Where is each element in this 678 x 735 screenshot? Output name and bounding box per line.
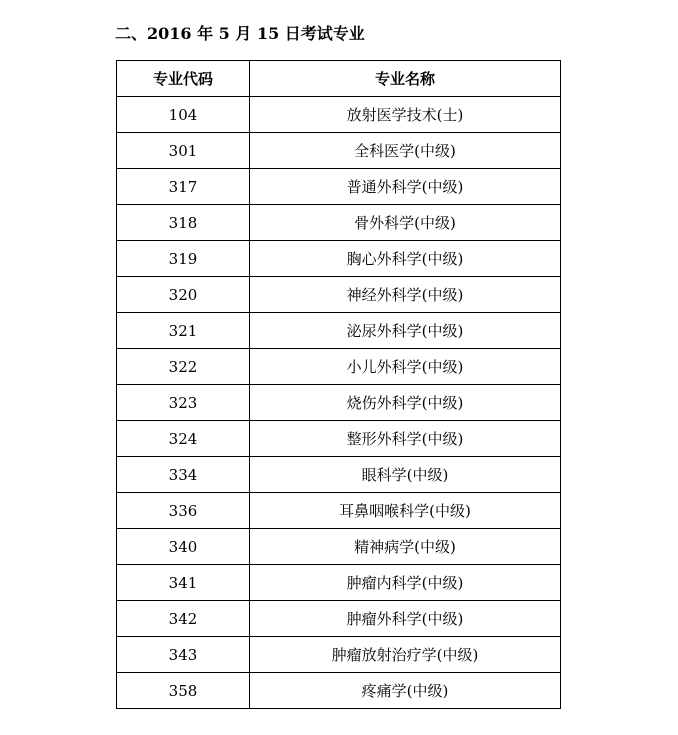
table-row <box>117 385 561 421</box>
major-name: 精神病学(中级) <box>250 529 561 565</box>
major-code: 301 <box>117 133 250 169</box>
major-code: 340 <box>117 529 250 565</box>
major-name: 整形外科学(中级) <box>250 421 561 457</box>
table-row <box>117 277 561 313</box>
major-code: 336 <box>117 493 250 529</box>
table-row <box>117 169 561 205</box>
exam-majors-table <box>116 60 561 709</box>
major-name: 烧伤外科学(中级) <box>250 385 561 421</box>
table-row <box>117 529 561 565</box>
major-code: 104 <box>117 97 250 133</box>
table-header-row <box>117 61 561 97</box>
major-code: 323 <box>117 385 250 421</box>
major-code: 341 <box>117 565 250 601</box>
major-name: 耳鼻咽喉科学(中级) <box>250 493 561 529</box>
major-code: 321 <box>117 313 250 349</box>
table-row <box>117 97 561 133</box>
column-header-name: 专业名称 <box>250 61 561 97</box>
section-heading: 二、2016 年 5 月 15 日考试专业 <box>115 24 365 43</box>
major-code: 319 <box>117 241 250 277</box>
major-name: 小儿外科学(中级) <box>250 349 561 385</box>
major-code: 322 <box>117 349 250 385</box>
major-name: 全科医学(中级) <box>250 133 561 169</box>
major-code: 317 <box>117 169 250 205</box>
table-row <box>117 637 561 673</box>
major-name: 肿瘤外科学(中级) <box>250 601 561 637</box>
major-code: 342 <box>117 601 250 637</box>
major-code: 334 <box>117 457 250 493</box>
column-header-code: 专业代码 <box>117 61 250 97</box>
table-row <box>117 673 561 709</box>
major-name: 泌尿外科学(中级) <box>250 313 561 349</box>
major-code: 324 <box>117 421 250 457</box>
major-code: 343 <box>117 637 250 673</box>
major-name: 胸心外科学(中级) <box>250 241 561 277</box>
major-name: 疼痛学(中级) <box>250 673 561 709</box>
major-code: 320 <box>117 277 250 313</box>
table-row <box>117 421 561 457</box>
table-row <box>117 457 561 493</box>
table-row <box>117 313 561 349</box>
major-name: 眼科学(中级) <box>250 457 561 493</box>
table-row <box>117 241 561 277</box>
table-row <box>117 565 561 601</box>
major-name: 肿瘤放射治疗学(中级) <box>250 637 561 673</box>
table-row <box>117 205 561 241</box>
table-row <box>117 601 561 637</box>
major-code: 318 <box>117 205 250 241</box>
table-row <box>117 133 561 169</box>
major-name: 放射医学技术(士) <box>250 97 561 133</box>
major-name: 神经外科学(中级) <box>250 277 561 313</box>
major-name: 肿瘤内科学(中级) <box>250 565 561 601</box>
major-code: 358 <box>117 673 250 709</box>
table-row <box>117 349 561 385</box>
major-name: 骨外科学(中级) <box>250 205 561 241</box>
table-row <box>117 493 561 529</box>
major-name: 普通外科学(中级) <box>250 169 561 205</box>
